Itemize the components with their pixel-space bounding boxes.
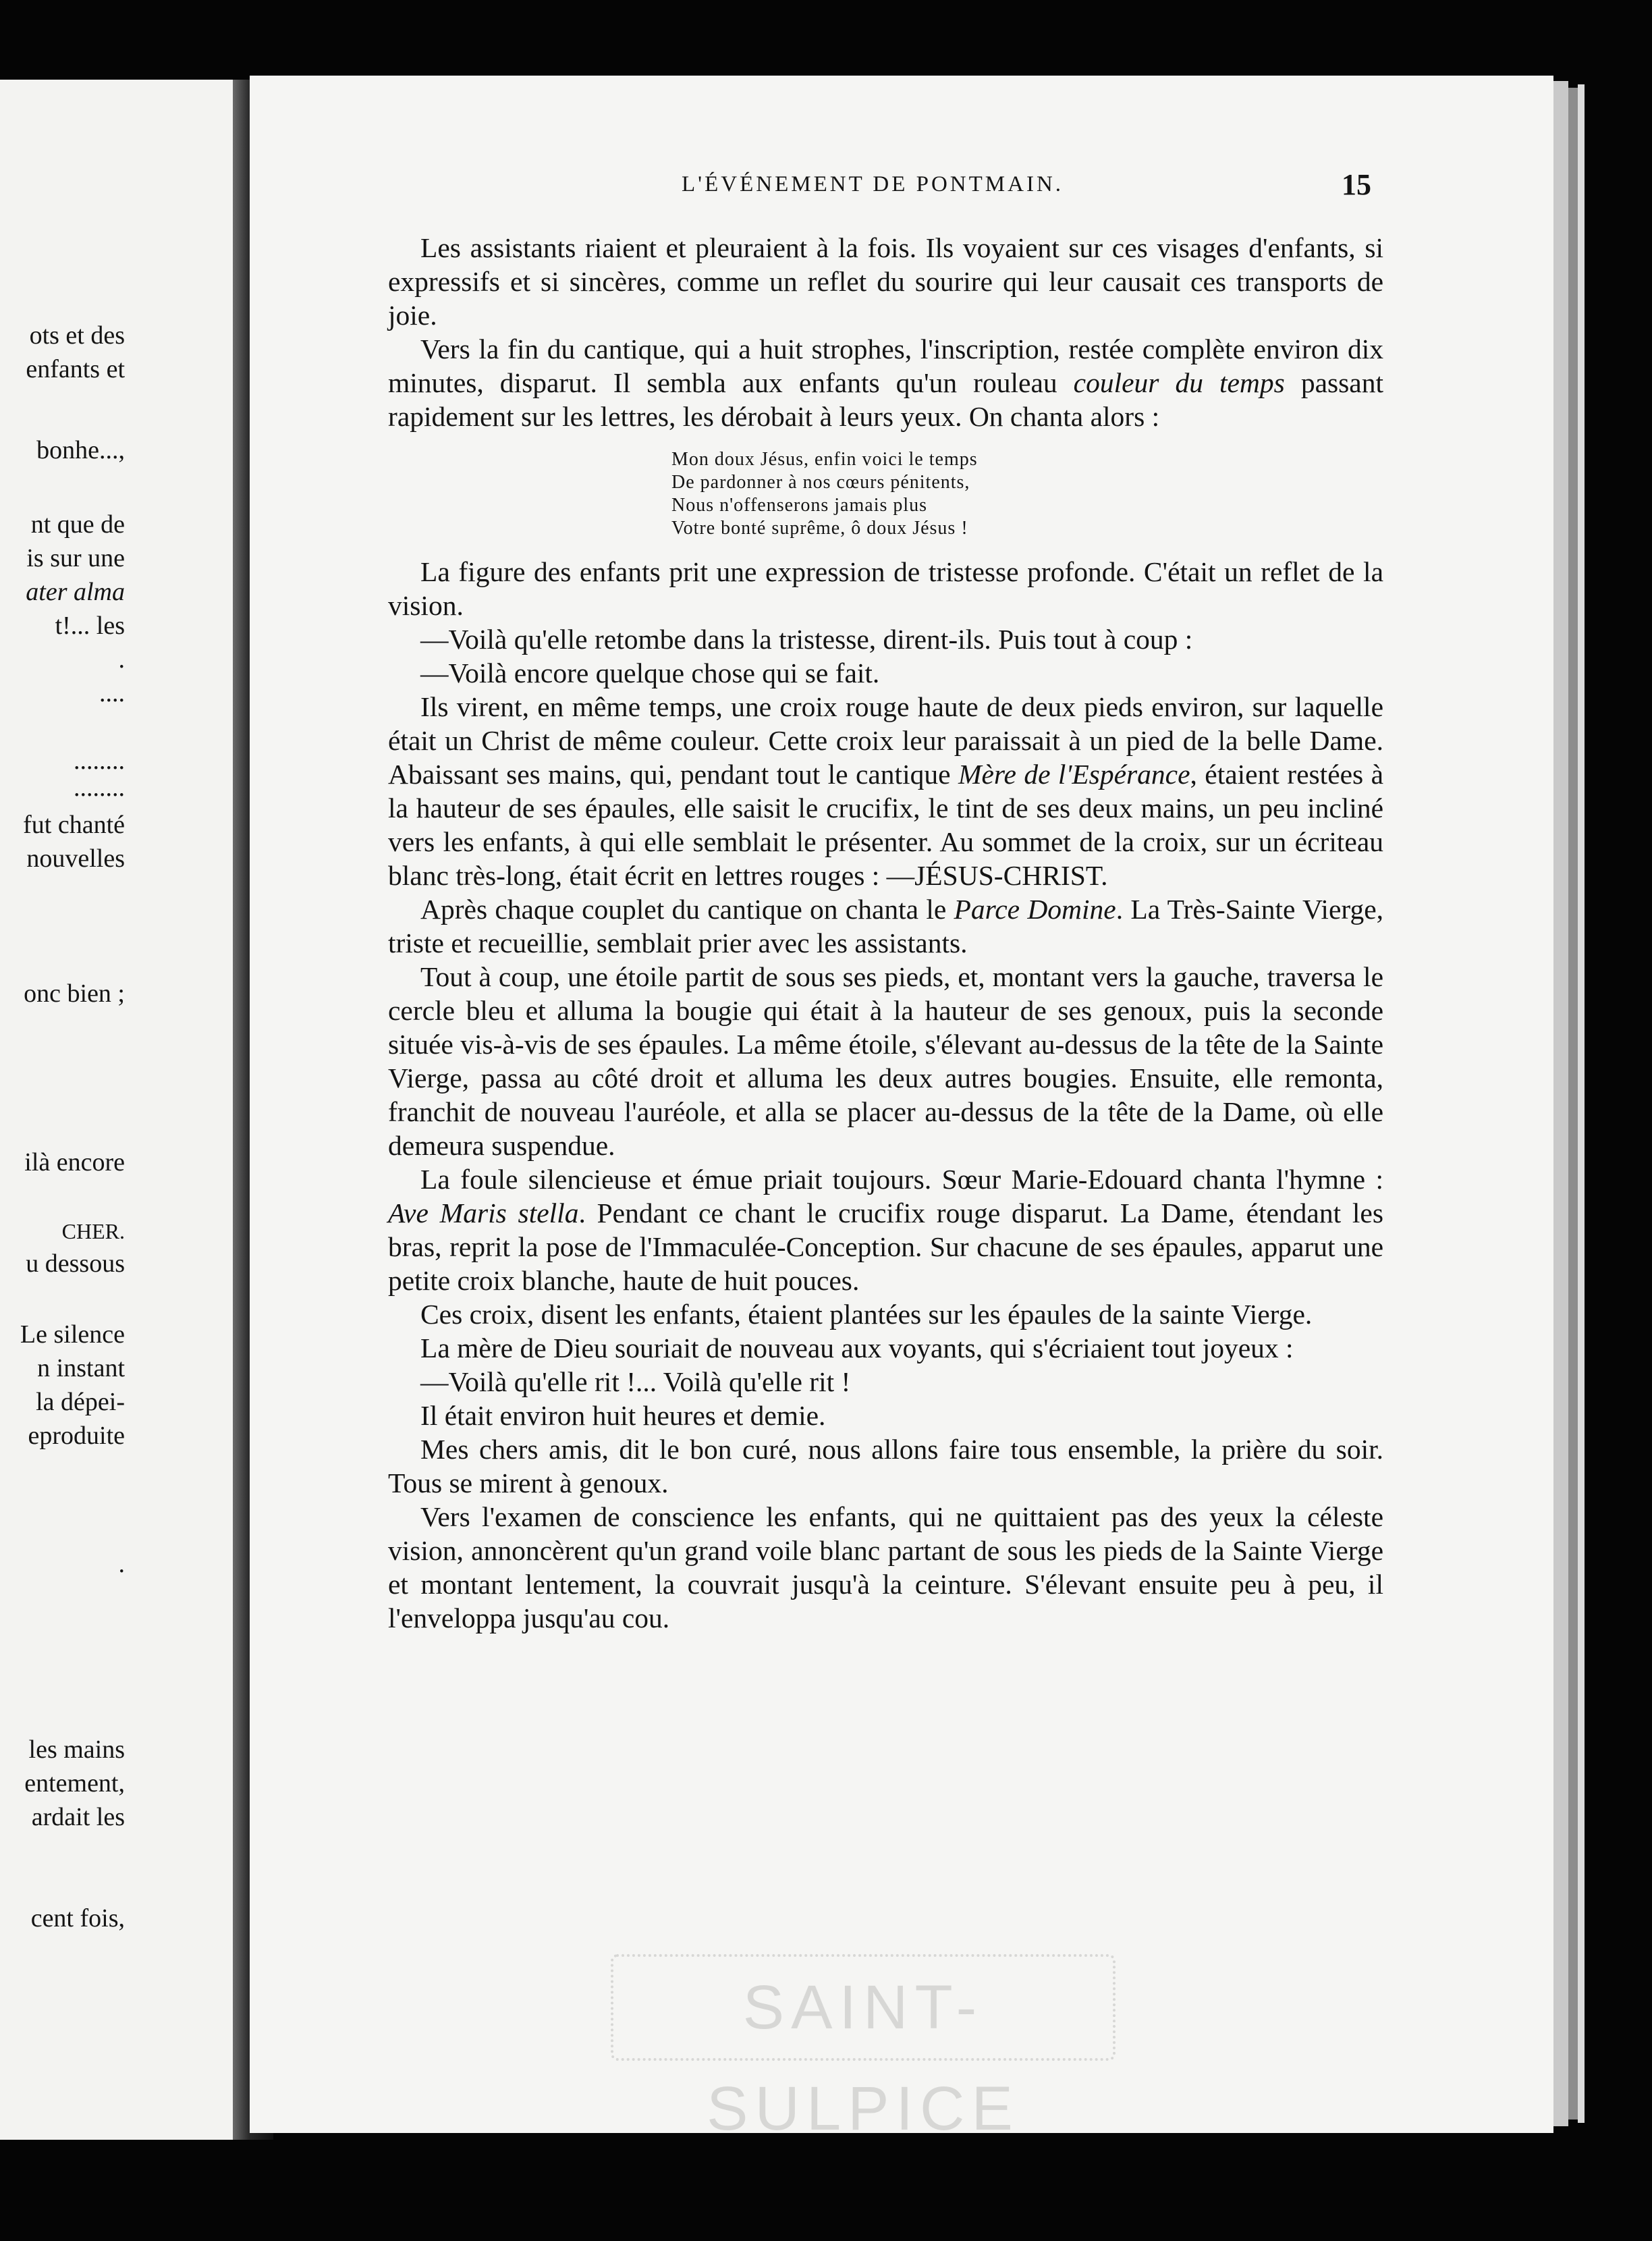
- left-fragment: u dessous: [26, 1249, 125, 1278]
- text-run: La foule silencieuse et émue priait toujours. Sœur Marie-Edouard chanta l'hymne :: [420, 1164, 1383, 1195]
- verse-line: Mon doux Jésus, enfin voici le temps: [671, 449, 978, 470]
- page-body: [388, 231, 1383, 1635]
- left-fragment: Le silence: [20, 1320, 125, 1349]
- text-run: . La Très-Sainte Vierge, triste et recueillie, semblait prier avec les assistants.: [388, 894, 1383, 959]
- paragraph: Les assistants riaient et pleuraient à la fois. Ils voyaient sur ces visages d'enfants, si expressifs et si sincères, comme un reflet du sourire qui leur causait ces transports de joie.: [388, 232, 1383, 331]
- paragraph: [388, 690, 1383, 892]
- paragraph: Mes chers amis, dit le bon curé, nous allons faire tous ensemble, la prière du soir. Tous se mirent à genoux.: [388, 1434, 1383, 1498]
- italic-text: Parce Domine: [954, 894, 1116, 925]
- verse-line: De pardonner à nos cœurs pénitents,: [671, 472, 970, 493]
- running-title: L'ÉVÉNEMENT DE PONTMAIN.: [682, 172, 1064, 196]
- left-fragment: ........: [74, 774, 125, 802]
- left-fragment: nouvelles: [26, 844, 125, 873]
- left-fragment: fut chanté: [23, 811, 125, 839]
- paragraph: Tout à coup, une étoile partit de sous ses pieds, et, montant vers la gauche, traversa le cercle bleu et alluma la bougie qui était à la hauteur de ses genoux, puis la seconde située vis-à-vis de ses épaules. La même étoile, s'élevant au-dessus de la tête de la Sainte Vierge, passa au côté droit et alluma les deux autres bougies. Ensuite, elle remonta, franchit de nouveau l'auréole, et alla se placer au-dessus de la tête de la Dame, où elle demeura suspendue.: [388, 961, 1383, 1161]
- left-fragment: ....: [99, 679, 125, 707]
- page-edge: [1553, 81, 1568, 2126]
- left-fragment: bonhe...,: [36, 436, 125, 464]
- paragraph: [388, 1162, 1383, 1297]
- paragraph: La mère de Dieu souriait de nouveau aux voyants, qui s'écriaient tout joyeux :: [420, 1332, 1294, 1364]
- left-fragment: entement,: [24, 1769, 125, 1798]
- text-run: Vers la fin du cantique, qui a huit strophes, l'inscription, restée complète environ dix minutes, disparut. Il sembla aux enfants qu'un rouleau: [388, 333, 1383, 398]
- page-edge: [1578, 84, 1585, 2123]
- left-fragment: onc bien ;: [24, 979, 125, 1008]
- left-fragment: ilà encore: [24, 1148, 125, 1177]
- italic-text: couleur du temps: [1073, 367, 1285, 398]
- text-run: Ils virent, en même temps, une croix rouge haute de deux pieds environ, sur laquelle était un Christ de même couleur. Cette croix leur paraissait à un pied de la belle Dame. Abaissant ses mains, qui, pendant tout le cantique: [388, 691, 1383, 790]
- paragraph: —Voilà qu'elle retombe dans la tristesse, dirent-ils. Puis tout à coup :: [420, 624, 1193, 655]
- paragraph: Il était environ huit heures et demie.: [420, 1400, 826, 1431]
- left-fragment: nt que de: [30, 510, 125, 539]
- left-fragment: la dépei-: [36, 1388, 125, 1416]
- italic-text: Ave Maris stella: [388, 1197, 579, 1228]
- left-fragment: .: [118, 645, 125, 674]
- text-run: . Pendant ce chant le crucifix rouge disparut. La Dame, étendant les bras, reprit la pose de l'Immaculée-Conception. Sur chacune de ses épaules, apparut une petite croix blanche, haute de huit pouces.: [388, 1197, 1383, 1296]
- left-fragment: les mains: [28, 1735, 125, 1764]
- left-fragment: .: [118, 1550, 125, 1578]
- text-run: Après chaque couplet du cantique on chanta le: [420, 894, 954, 925]
- paragraph: La figure des enfants prit une expression de tristesse profonde. C'était un reflet de la vision.: [388, 556, 1383, 621]
- left-fragment: cent fois,: [30, 1904, 125, 1933]
- paragraph: —Voilà encore quelque chose qui se fait.: [420, 657, 880, 688]
- paragraph: Ces croix, disent les enfants, étaient plantées sur les épaules de la sainte Vierge.: [420, 1299, 1313, 1330]
- library-stamp: SAINT-SULPICE: [611, 1954, 1116, 2061]
- paragraph: —Voilà qu'elle rit !... Voilà qu'elle rit !: [420, 1366, 851, 1397]
- page-edge: [1568, 88, 1578, 2120]
- left-fragment: enfants et: [26, 355, 125, 383]
- page-number: 15: [1342, 168, 1371, 201]
- left-fragment: eproduite: [28, 1422, 125, 1450]
- paragraph: Vers l'examen de conscience les enfants, qui ne quittaient pas des yeux la céleste vision, annoncèrent qu'un grand voile blanc partant de sous les pieds de la Sainte Vierge et montant lentement, la couvrait jusqu'à la ceinture. S'élevant ensuite peu à peu, il l'enveloppa jusqu'au cou.: [388, 1501, 1383, 1634]
- left-fragment: ardait les: [31, 1803, 125, 1831]
- paragraph: [388, 332, 1383, 433]
- left-fragment: ........: [74, 747, 125, 775]
- verse-line: Votre bonté suprême, ô doux Jésus !: [671, 518, 968, 539]
- left-facing-page: [0, 80, 233, 2140]
- left-fragment: t!... les: [55, 612, 125, 640]
- left-fragment: is sur une: [26, 544, 125, 572]
- paragraph: [388, 892, 1383, 960]
- italic-text: Mère de l'Espérance: [958, 759, 1190, 790]
- left-fragment: ots et des: [29, 321, 125, 350]
- text-run: , étaient restées à la hauteur de ses épaules, elle saisit le crucifix, le tint de ses deux mains, un peu incliné vers les enfants, à qui elle semblait le présenter. Au sommet de la croix, sur un écriteau blanc très-long, était écrit en lettres rouges : —JÉSUS-CHRIST.: [388, 759, 1383, 891]
- left-fragment: ater alma: [26, 578, 125, 606]
- text-run: passant rapidement sur les lettres, les dérobait à leurs yeux. On chanta alors :: [388, 367, 1384, 432]
- left-fragment: n instant: [37, 1354, 125, 1382]
- hymn-verse: [671, 448, 1383, 540]
- left-fragment: CHER.: [61, 1219, 125, 1243]
- verse-line: Nous n'offenserons jamais plus: [671, 495, 928, 516]
